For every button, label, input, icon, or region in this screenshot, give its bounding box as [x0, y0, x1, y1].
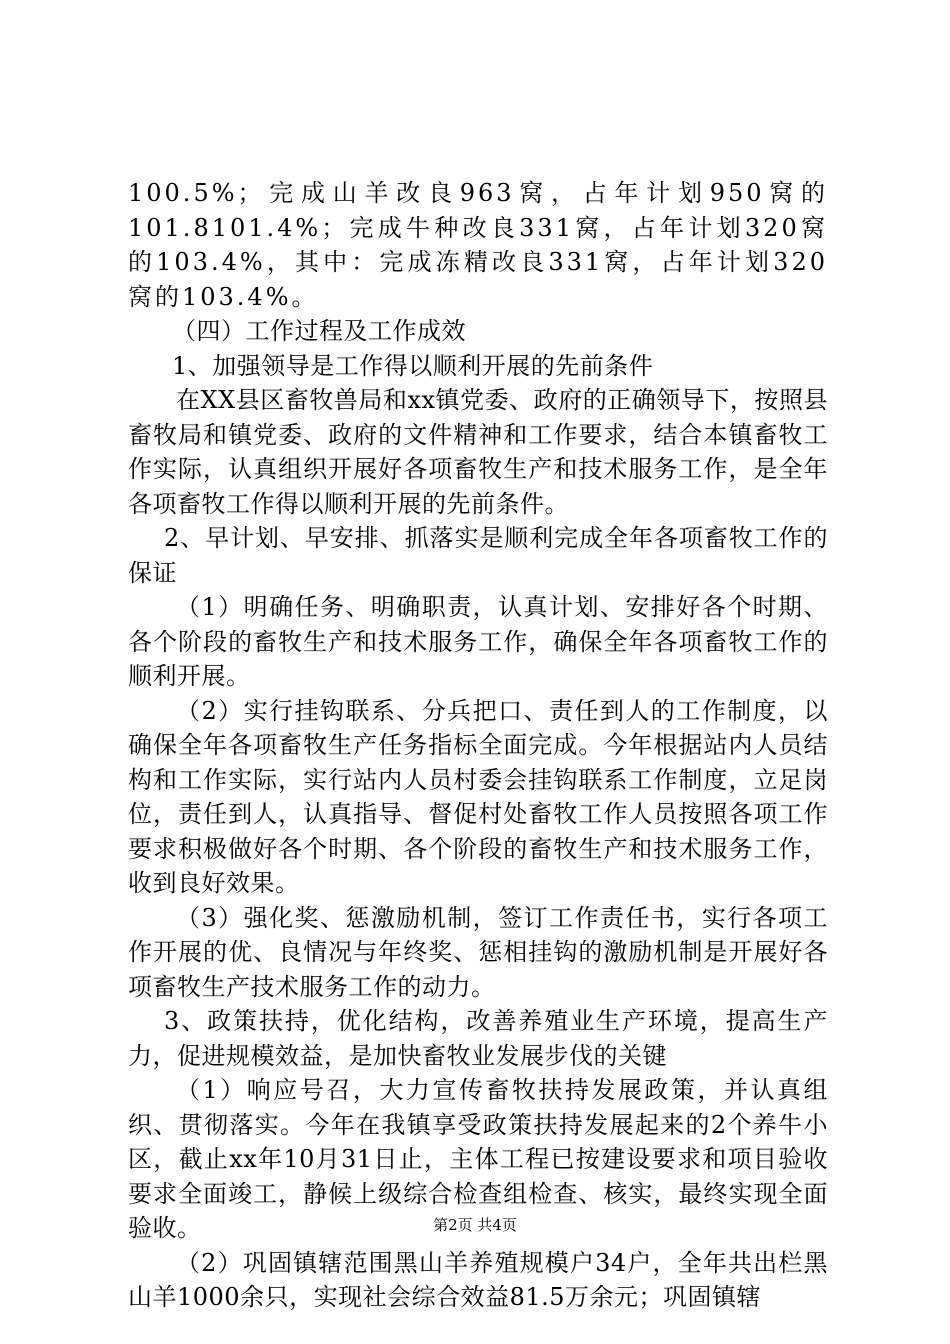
subheading-1: 1、加强领导是工作得以顺利开展的先前条件	[172, 351, 654, 380]
paragraph-item-2-1: （1）明确任务、明确职责，认真计划、安排好各个时期、各个阶段的畜牧生产和技术服务工作，确保全年各项畜牧工作的顺利开展。	[128, 593, 828, 690]
document-body	[128, 176, 828, 1315]
subheading-2: 2、早计划、早安排、抓落实是顺利完成全年各项畜牧工作的保证	[128, 524, 828, 587]
subheading-3: 3、政策扶持，优化结构，改善养殖业生产环境，提高生产力，促进规模效益，是加快畜牧业发展步伐的关键	[128, 1007, 828, 1070]
paragraph-item-2-3: （3）强化奖、惩激励机制，签订工作责任书，实行各项工作开展的优、良情况与年终奖、惩相挂钩的激励机制是开展好各项畜牧生产技术服务工作的动力。	[128, 903, 828, 1001]
paragraph-leadership: 在XX县区畜牧兽局和xx镇党委、政府的正确领导下，按照县畜牧局和镇党委、政府的文件精神和工作要求，结合本镇畜牧工作实际，认真组织开展好各项畜牧生产和技术服务工作，是全年各项畜牧工作得以顺利开展的先前条件。	[128, 386, 828, 518]
section-heading-4: （四）工作过程及工作成效	[172, 317, 466, 345]
paragraph-item-2-2: （2）实行挂钩联系、分兵把口、责任到人的工作制度，以确保全年各项畜牧生产任务指标全面完成。今年根据站内人员结构和工作实际，实行站内人员村委会挂钩联系工作制度，立足岗位，责任到人，认真指导、督促村处畜牧工作人员按照各项工作要求积极做好各个时期、各个阶段的畜牧生产和技术服务工作，收到良好效果。	[128, 696, 828, 897]
page-footer: 第2页 共4页	[433, 1216, 517, 1234]
paragraph-item-3-2: （2）巩固镇辖范围黑山羊养殖规模户34户，全年共出栏黑山羊1000余只，实现社会综合效益81.5万余元；巩固镇辖	[128, 1248, 828, 1311]
paragraph-item-3-1: （1）响应号召，大力宣传畜牧扶持发展政策，并认真组织、贯彻落实。今年在我镇享受政策扶持发展起来的2个养牛小区，截止xx年10月31日止，主体工程已按建设要求和项目验收要求全面竣工，静候上级综合检查组检查、核实，最终实现全面验收。	[128, 1076, 828, 1242]
paragraph-results: 100.5%；完成山羊改良963窝，占年计划950窝的101.8101.4%；完成牛种改良331窝，占年计划320窝的103.4%，其中：完成冻精改良331窝，占年计划320窝的103.4%。	[128, 179, 828, 311]
